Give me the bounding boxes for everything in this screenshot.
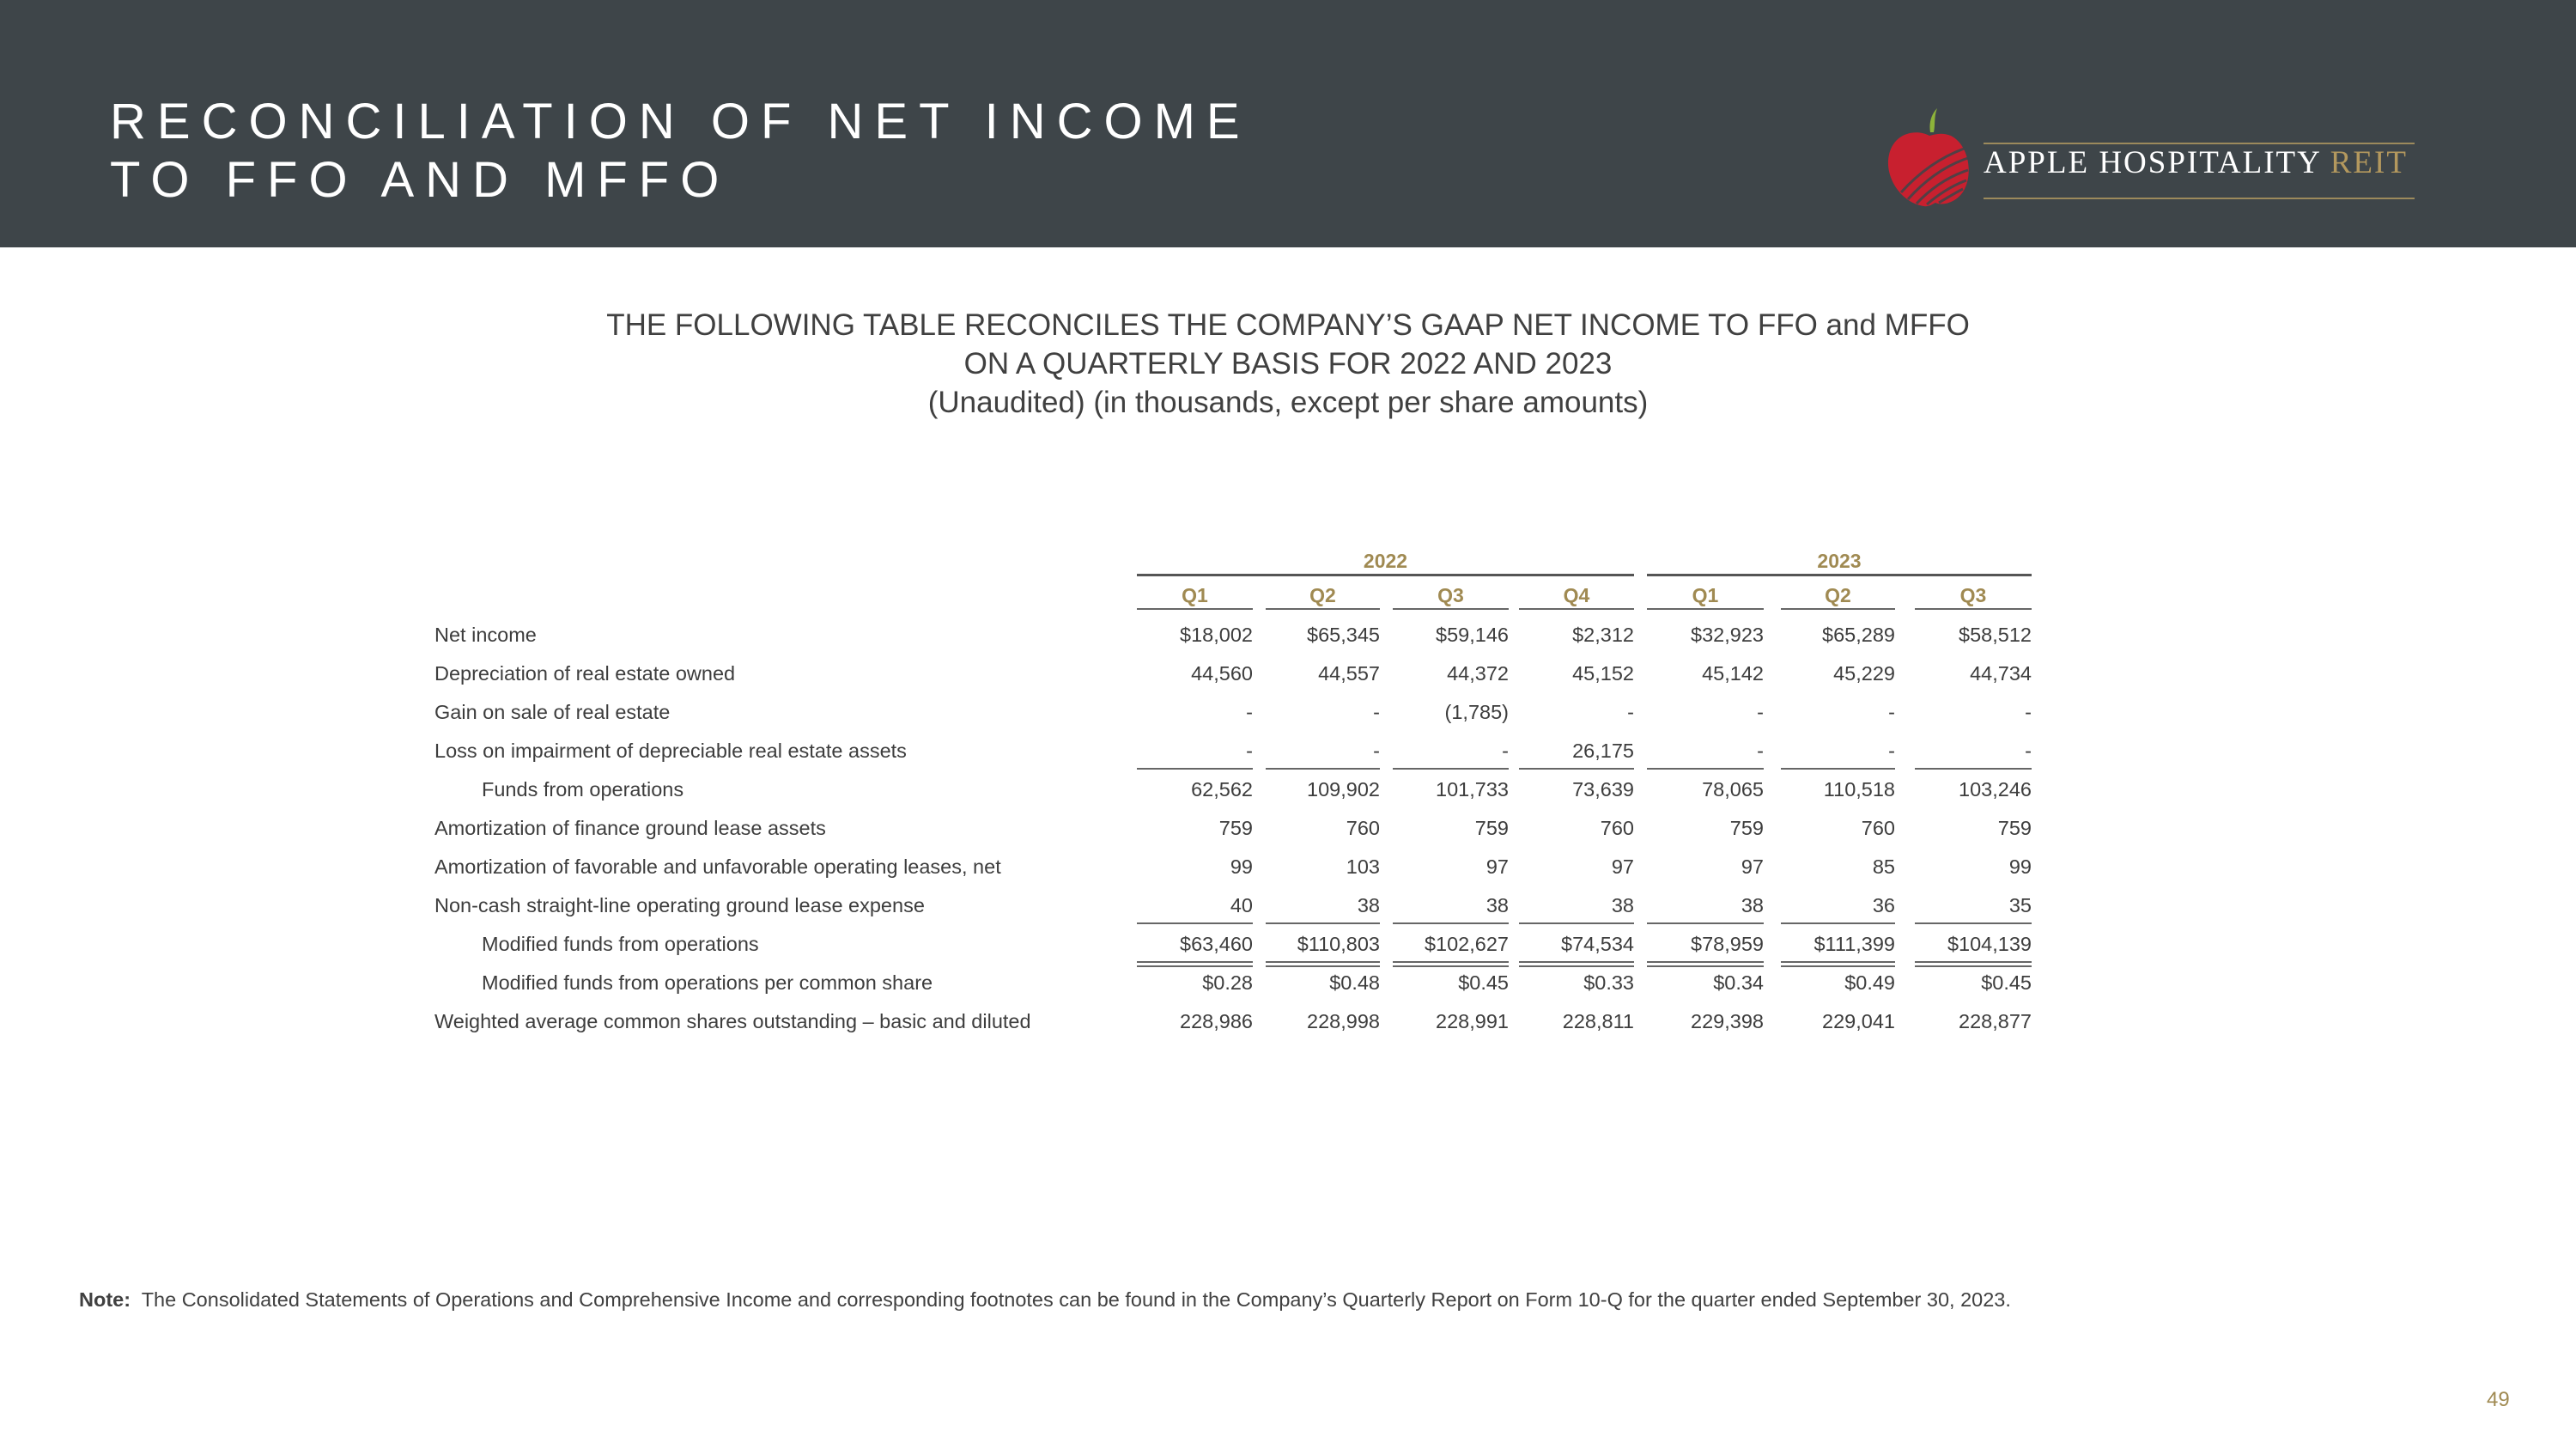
table-cell: $110,803 <box>1297 933 1380 955</box>
cell-underline <box>1393 922 1509 924</box>
cell-underline <box>1647 961 1764 963</box>
table-cell: 36 <box>1872 894 1895 916</box>
quarter-header-rule <box>1647 608 1764 610</box>
cell-underline <box>1781 768 1895 770</box>
table-cell: 101,733 <box>1436 778 1509 801</box>
row-label: Weighted average common shares outstanding – basic and diluted <box>434 1010 1031 1032</box>
table-cell: $0.48 <box>1329 971 1380 994</box>
quarter-header: Q4 <box>1563 584 1590 606</box>
cell-underline <box>1137 922 1253 924</box>
quarter-header-rule <box>1393 608 1509 610</box>
table-cell: 99 <box>1230 855 1253 878</box>
table-cell: $65,345 <box>1307 624 1380 646</box>
table-cell: $63,460 <box>1180 933 1253 955</box>
footnote-prefix: Note: <box>79 1288 131 1311</box>
table-cell: $2,312 <box>1572 624 1634 646</box>
quarter-header: Q1 <box>1692 584 1719 606</box>
table-cell: 759 <box>1729 817 1764 839</box>
table-cell: 760 <box>1346 817 1380 839</box>
table-cell: $102,627 <box>1424 933 1509 955</box>
table-cell: $74,534 <box>1561 933 1634 955</box>
table-cell: 38 <box>1741 894 1764 916</box>
table-cell: 760 <box>1861 817 1895 839</box>
table-cell: - <box>1373 701 1380 723</box>
table-cell: $0.45 <box>1981 971 2032 994</box>
cell-underline <box>1266 961 1380 963</box>
quarter-header-rule <box>1266 608 1380 610</box>
table-cell: - <box>2025 740 2032 762</box>
table-cell: 97 <box>1485 855 1509 878</box>
table-cell: 44,560 <box>1191 662 1253 685</box>
table-cell: $59,146 <box>1436 624 1509 646</box>
table-cell: 78,065 <box>1702 778 1764 801</box>
cell-underline <box>1393 768 1509 770</box>
table-cell: 85 <box>1872 855 1895 878</box>
row-label: Gain on sale of real estate <box>434 701 671 723</box>
table-cell: $0.34 <box>1713 971 1764 994</box>
table-cell: 44,557 <box>1318 662 1380 685</box>
subtitle-line3: (Unaudited) (in thousands, except per share amounts) <box>927 386 1649 419</box>
table-cell: 759 <box>1997 817 2032 839</box>
table-cell: 73,639 <box>1572 778 1634 801</box>
subtitle-line1: THE FOLLOWING TABLE RECONCILES THE COMPANY’S GAAP NET INCOME TO FFO and MFFO <box>606 308 1970 342</box>
cell-underline <box>1519 922 1634 924</box>
quarter-header-rule <box>1781 608 1895 610</box>
cell-underline <box>1519 961 1634 963</box>
cell-underline <box>1266 768 1380 770</box>
table-cell: - <box>2025 701 2032 723</box>
cell-underline <box>1647 768 1764 770</box>
quarter-header-rule <box>1137 608 1253 610</box>
year-header-rule <box>1647 574 2032 576</box>
year-header: 2023 <box>1817 550 1862 572</box>
table-cell: 40 <box>1230 894 1253 916</box>
table-cell: $65,289 <box>1822 624 1895 646</box>
table-cell: 759 <box>1474 817 1509 839</box>
table-cell: 62,562 <box>1191 778 1253 801</box>
cell-underline <box>1137 961 1253 963</box>
table-cell: - <box>1888 701 1895 723</box>
table-cell: $0.28 <box>1202 971 1253 994</box>
table-cell: 97 <box>1611 855 1634 878</box>
table-cell: 760 <box>1600 817 1634 839</box>
year-header: 2022 <box>1363 550 1408 572</box>
table-cell: 228,991 <box>1436 1010 1509 1032</box>
row-label: Modified funds from operations <box>482 933 759 955</box>
year-header-rule <box>1137 574 1634 576</box>
table-cell: - <box>1888 740 1895 762</box>
row-label: Amortization of finance ground lease assets <box>434 817 826 839</box>
table-cell: 228,811 <box>1562 1010 1634 1032</box>
cell-underline <box>1915 961 2032 963</box>
table-cell: 35 <box>2008 894 2032 916</box>
cell-underline <box>1781 961 1895 963</box>
quarter-header-rule <box>1519 608 1634 610</box>
cell-double-underline <box>1137 965 1253 967</box>
row-label: Amortization of favorable and unfavorable operating leases, net <box>434 855 1001 878</box>
cell-underline <box>1647 922 1764 924</box>
cell-underline <box>1137 768 1253 770</box>
table-cell: 228,998 <box>1307 1010 1380 1032</box>
quarter-header: Q1 <box>1182 584 1208 606</box>
table-cell: $0.49 <box>1844 971 1895 994</box>
table-cell: - <box>1373 740 1380 762</box>
cell-underline <box>1266 922 1380 924</box>
table-cell: 103,246 <box>1959 778 2032 801</box>
table-cell: 26,175 <box>1572 740 1634 762</box>
table-cell: 38 <box>1357 894 1380 916</box>
table-cell: $0.45 <box>1458 971 1509 994</box>
slide-title-line1: RECONCILIATION OF NET INCOME <box>110 94 1251 149</box>
table-cell: (1,785) <box>1444 701 1509 723</box>
table-cell: $18,002 <box>1180 624 1253 646</box>
table-cell: 44,734 <box>1970 662 2032 685</box>
table-cell: - <box>1502 740 1509 762</box>
quarter-header-rule <box>1915 608 2032 610</box>
cell-double-underline <box>1781 965 1895 967</box>
table-cell: $78,959 <box>1691 933 1764 955</box>
cell-double-underline <box>1393 965 1509 967</box>
quarter-header: Q3 <box>1437 584 1464 606</box>
row-label: Net income <box>434 624 537 646</box>
table-cell: 229,398 <box>1691 1010 1764 1032</box>
table-cell: $58,512 <box>1959 624 2032 646</box>
table-cell: - <box>1246 740 1253 762</box>
table-cell: - <box>1627 701 1634 723</box>
logo-name: APPLE HOSPITALITY <box>1984 145 2321 180</box>
cell-double-underline <box>1915 965 2032 967</box>
row-label: Funds from operations <box>482 778 684 801</box>
cell-underline <box>1915 768 2032 770</box>
quarter-header: Q3 <box>1959 584 1987 606</box>
row-label: Non-cash straight-line operating ground lease expense <box>434 894 925 916</box>
row-label: Depreciation of real estate owned <box>434 662 736 685</box>
cell-underline <box>1519 768 1634 770</box>
table-cell: - <box>1757 740 1764 762</box>
cell-underline <box>1781 922 1895 924</box>
table-cell: $0.33 <box>1583 971 1634 994</box>
table-cell: $104,139 <box>1947 933 2032 955</box>
table-cell: 103 <box>1346 855 1380 878</box>
quarter-header: Q2 <box>1309 584 1336 606</box>
slide-title-line2: TO FFO AND MFFO <box>110 152 731 208</box>
cell-underline <box>1393 961 1509 963</box>
footnote-text: The Consolidated Statements of Operations and Comprehensive Income and corresponding footnotes can be found in the Company’s Quarterly Report on Form 10-Q for the quarter ended September 30, 2023. <box>141 1288 2011 1311</box>
logo-suffix: REIT <box>2330 145 2408 180</box>
cell-double-underline <box>1266 965 1380 967</box>
table-cell: $111,399 <box>1814 933 1895 955</box>
table-cell: 97 <box>1741 855 1764 878</box>
table-cell: 109,902 <box>1307 778 1380 801</box>
cell-underline <box>1915 922 2032 924</box>
table-cell: 229,041 <box>1822 1010 1895 1032</box>
page-number: 49 <box>2487 1388 2510 1411</box>
table-cell: 110,518 <box>1823 778 1895 801</box>
table-cell: 759 <box>1218 817 1253 839</box>
row-label: Loss on impairment of depreciable real estate assets <box>434 740 907 762</box>
table-cell: 99 <box>2008 855 2032 878</box>
table-cell: 38 <box>1611 894 1634 916</box>
table-cell: 228,877 <box>1959 1010 2032 1032</box>
table-cell: 38 <box>1485 894 1509 916</box>
cell-double-underline <box>1647 965 1764 967</box>
table-cell: - <box>1246 701 1253 723</box>
footnote <box>79 1288 2011 1312</box>
row-label: Modified funds from operations per common share <box>482 971 933 994</box>
table-cell: $32,923 <box>1691 624 1764 646</box>
table-cell: 44,372 <box>1447 662 1509 685</box>
table-cell: 45,229 <box>1833 662 1895 685</box>
table-cell: - <box>1757 701 1764 723</box>
table-cell: 45,142 <box>1702 662 1764 685</box>
quarter-header: Q2 <box>1825 584 1851 606</box>
table-cell: 45,152 <box>1572 662 1634 685</box>
subtitle-line2: ON A QUARTERLY BASIS FOR 2022 AND 2023 <box>963 347 1613 381</box>
table-cell: 228,986 <box>1180 1010 1253 1032</box>
cell-double-underline <box>1519 965 1634 967</box>
